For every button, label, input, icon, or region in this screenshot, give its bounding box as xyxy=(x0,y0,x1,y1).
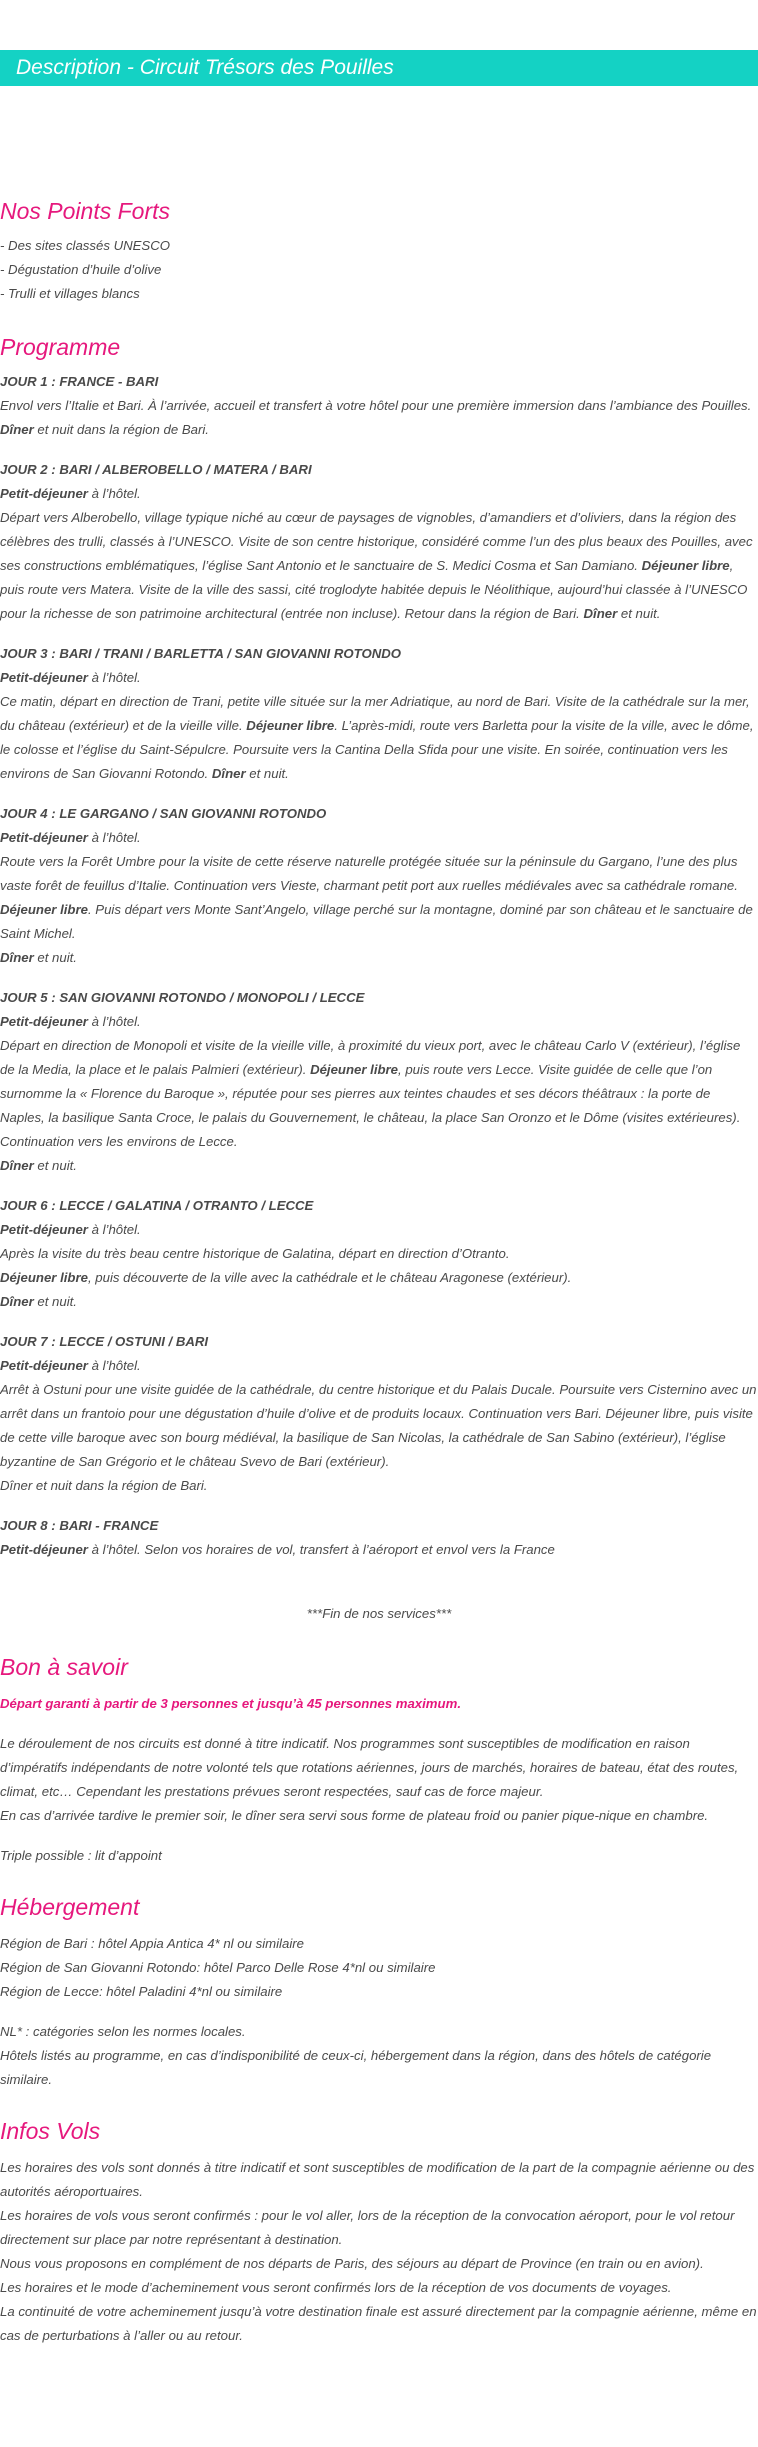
infos-vols-heading: Infos Vols xyxy=(0,2118,101,2144)
hotel-line: Région de Bari : hôtel Appia Antica 4* nl ou similaire xyxy=(0,1936,304,1951)
day-text: Route vers la Forêt Umbre pour la visite de cette réserve naturelle protégée située sur la péninsule du Gargano, l’une des plus vaste forêt de feuillus d’Italie. Continuation vers Vieste, charmant petit port aux ruelles médiévales avec sa cathédrale romane. Déjeuner libre. Puis départ vers Monte Sant’Angelo, village perché sur la montagne, dominé par son château et le sanctuaire de Saint Michel. xyxy=(0,854,753,941)
dinner-label: Dîner xyxy=(0,1294,34,1309)
bon-a-savoir-heading: Bon à savoir xyxy=(0,1654,128,1680)
lunch-label: Déjeuner libre xyxy=(0,902,88,917)
title-banner xyxy=(0,50,758,86)
hotel-line: Région de San Giovanni Rotondo: hôtel Parco Delle Rose 4*nl ou similaire xyxy=(0,1960,436,1975)
day-dinner: Dîner et nuit. xyxy=(0,950,77,965)
day-breakfast: Petit-déjeuner à l’hôtel. xyxy=(0,1222,141,1237)
day-lunch: Déjeuner libre, puis découverte de la ville avec la cathédrale et le château Aragonese (extérieur). xyxy=(0,1270,572,1285)
end-of-services-note: ***Fin de nos services*** xyxy=(306,1606,452,1621)
day-title: JOUR 5 : SAN GIOVANNI ROTONDO / MONOPOLI / LECCE xyxy=(0,990,365,1005)
day-block xyxy=(0,1514,758,1562)
day-text: Envol vers l’Italie et Bari. À l’arrivée, accueil et transfert à votre hôtel pour une première immersion dans l’ambiance des Pouilles. xyxy=(0,398,752,413)
lunch-label: Déjeuner libre xyxy=(641,558,730,573)
dinner-label: Dîner xyxy=(0,1158,34,1173)
hebergement-heading: Hébergement xyxy=(0,1894,140,1920)
lunch-label: Déjeuner libre xyxy=(310,1062,399,1077)
day-title: JOUR 6 : LECCE / GALATINA / OTRANTO / LECCE xyxy=(0,1198,314,1213)
day-block xyxy=(0,642,758,786)
day-text: Ce matin, départ en direction de Trani, petite ville située sur la mer Adriatique, au nord de Bari. Visite de la cathédrale sur la mer, du château (extérieur) et de la vieille ville. Déjeuner libre. L’après-midi, route vers Barletta pour la visite de la ville, avec le dôme, le colosse et l’église du Saint-Sépulcre. Poursuite vers la Cantina Della Sfida pour une visite. En soirée, continuation vers les environs de San Giovanni Rotondo. Dîner et nuit. xyxy=(0,694,754,781)
day-text: Départ vers Alberobello, village typique niché au cœur de paysages de vignobles, d’amandiers et d’oliviers, dans la région des célèbres des trulli, classés à l’UNESCO. Visite de son centre historique, considéré comme l’un des plus beaux des Pouilles, avec ses constructions emblématiques, l’église Sant Antonio et le sanctuaire de S. Medici Cosma et San Damiano. Déjeuner libre, puis route vers Matera. Visite de la ville des sassi, cité troglodyte habitée depuis le Néolithique, aujourd’hui classée à l’UNESCO pour la richesse de son patrimoine architectural (entrée non incluse). Retour dans la région de Bari. Dîner et nuit. xyxy=(0,510,753,621)
info-paragraph: Triple possible : lit d’appoint xyxy=(0,1848,162,1863)
dinner-label: Dîner xyxy=(0,950,34,965)
day-dinner: Dîner et nuit dans la région de Bari. xyxy=(0,422,209,437)
hotel-note: NL* : catégories selon les normes locales. xyxy=(0,2024,246,2039)
day-block xyxy=(0,458,758,626)
highlight-item: - Trulli et villages blancs xyxy=(0,286,140,301)
day-title: JOUR 3 : BARI / TRANI / BARLETTA / SAN GIOVANNI ROTONDO xyxy=(0,646,402,661)
day-block xyxy=(0,370,758,442)
day-block xyxy=(0,986,758,1178)
flight-info-line: Les horaires et le mode d’acheminement vous seront confirmés lors de la réception de vos documents de voyages. xyxy=(0,2280,672,2295)
day-dinner: Dîner et nuit. xyxy=(0,1158,77,1173)
page-title: Description - Circuit Trésors des Pouilles xyxy=(16,56,394,79)
day-block xyxy=(0,802,758,970)
day-text: Arrêt à Ostuni pour une visite guidée de la cathédrale, du centre historique et du Palais Ducale. Poursuite vers Cisternino avec un arrêt dans un frantoio pour une dégustation d’huile d’olive et de produits locaux. Continuation vers Bari. Déjeuner libre, puis visite de cette ville baroque avec son bourg médiéval, la basilique de San Nicolas, la cathédrale de San Sabino (extérieur), l’église byzantine de San Grégorio et le château Svevo de Bari (extérieur). xyxy=(0,1382,757,1469)
lunch-label: Déjeuner libre xyxy=(246,718,335,733)
day-title: JOUR 8 : BARI - FRANCE xyxy=(0,1518,159,1533)
day-title: JOUR 2 : BARI / ALBEROBELLO / MATERA / BARI xyxy=(0,462,312,477)
highlight-item: - Des sites classés UNESCO xyxy=(0,238,171,253)
dinner-label: Dîner xyxy=(0,422,34,437)
hotel-line: Région de Lecce: hôtel Paladini 4*nl ou similaire xyxy=(0,1984,283,1999)
day-title: JOUR 1 : FRANCE - BARI xyxy=(0,374,159,389)
day-breakfast: Petit-déjeuner à l’hôtel. xyxy=(0,1358,141,1373)
info-paragraph: En cas d’arrivée tardive le premier soir, le dîner sera servi sous forme de plateau froid ou panier pique-nique en chambre. xyxy=(0,1808,709,1823)
breakfast-label: Petit-déjeuner xyxy=(0,1014,88,1029)
breakfast-label: Petit-déjeuner xyxy=(0,486,88,501)
day-text: Dîner et nuit dans la région de Bari. xyxy=(0,1478,208,1493)
breakfast-label: Petit-déjeuner xyxy=(0,670,88,685)
day-breakfast: Petit-déjeuner à l’hôtel. xyxy=(0,670,141,685)
day-breakfast: Petit-déjeuner à l’hôtel. Selon vos horaires de vol, transfert à l’aéroport et envol vers la France xyxy=(0,1542,555,1557)
day-title: JOUR 7 : LECCE / OSTUNI / BARI xyxy=(0,1334,209,1349)
hotel-note: Hôtels listés au programme, en cas d’indisponibilité de ceux-ci, hébergement dans la région, dans des hôtels de catégorie similaire. xyxy=(0,2048,712,2087)
guaranteed-departure-note: Départ garanti à partir de 3 personnes et jusqu’à 45 personnes maximum. xyxy=(0,1696,461,1711)
day-breakfast: Petit-déjeuner à l’hôtel. xyxy=(0,486,141,501)
dinner-label: Dîner xyxy=(583,606,618,621)
day-block xyxy=(0,1194,758,1314)
day-title: JOUR 4 : LE GARGANO / SAN GIOVANNI ROTONDO xyxy=(0,806,327,821)
dinner-label: Dîner xyxy=(211,766,246,781)
flight-info-line: Les horaires de vols vous seront confirmés : pour le vol aller, lors de la réception de la convocation aéroport, pour le vol retour directement sur place par notre représentant à destination. xyxy=(0,2208,735,2247)
day-breakfast: Petit-déjeuner à l’hôtel. xyxy=(0,1014,141,1029)
breakfast-label: Petit-déjeuner xyxy=(0,1222,88,1237)
breakfast-label: Petit-déjeuner xyxy=(0,830,88,845)
day-text: Départ en direction de Monopoli et visite de la vieille ville, à proximité du vieux port, avec le château Carlo V (extérieur), l’église de la Media, la place et le palais Palmieri (extérieur). Déjeuner libre, puis route vers Lecce. Visite guidée de celle que l’on surnomme la « Florence du Baroque », réputée pour ses pierres aux teintes chaudes et ses décors théâtraux : la porte de Naples, la basilique Santa Croce, le palais du Gouvernement, le château, la place San Oronzo et le Dôme (visites extérieures). Continuation vers les environs de Lecce. xyxy=(0,1038,741,1149)
highlight-item: - Dégustation d’huile d’olive xyxy=(0,262,162,277)
lunch-label: Déjeuner libre xyxy=(0,1270,88,1285)
day-block xyxy=(0,1330,758,1498)
flight-info-line: La continuité de votre acheminement jusqu’à votre destination finale est assuré directement par la compagnie aérienne, même en cas de perturbations à l’aller ou au retour. xyxy=(0,2304,757,2343)
points-forts-heading: Nos Points Forts xyxy=(0,198,170,224)
breakfast-label: Petit-déjeuner xyxy=(0,1358,88,1373)
breakfast-label: Petit-déjeuner xyxy=(0,1542,88,1557)
flight-info-line: Nous vous proposons en complément de nos départs de Paris, des séjours au départ de Province (en train ou en avion). xyxy=(0,2256,704,2271)
flight-info-line: Les horaires des vols sont donnés à titre indicatif et sont susceptibles de modification de la part de la compagnie aérienne ou des autorités aéroportuaires. xyxy=(0,2160,755,2199)
day-dinner: Dîner et nuit. xyxy=(0,1294,77,1309)
main-content xyxy=(0,196,758,2348)
day-text: Après la visite du très beau centre historique de Galatina, départ en direction d’Otranto. xyxy=(0,1246,510,1261)
programme-heading: Programme xyxy=(0,334,121,360)
info-paragraph: Le déroulement de nos circuits est donné à titre indicatif. Nos programmes sont susceptibles de modification en raison d’impératifs indépendants de notre volonté tels que rotations aériennes, jours de marchés, horaires de bateau, état des routes, climat, etc… Cependant les prestations prévues seront respectées, sauf cas de force majeur. xyxy=(0,1736,739,1799)
day-breakfast: Petit-déjeuner à l’hôtel. xyxy=(0,830,141,845)
